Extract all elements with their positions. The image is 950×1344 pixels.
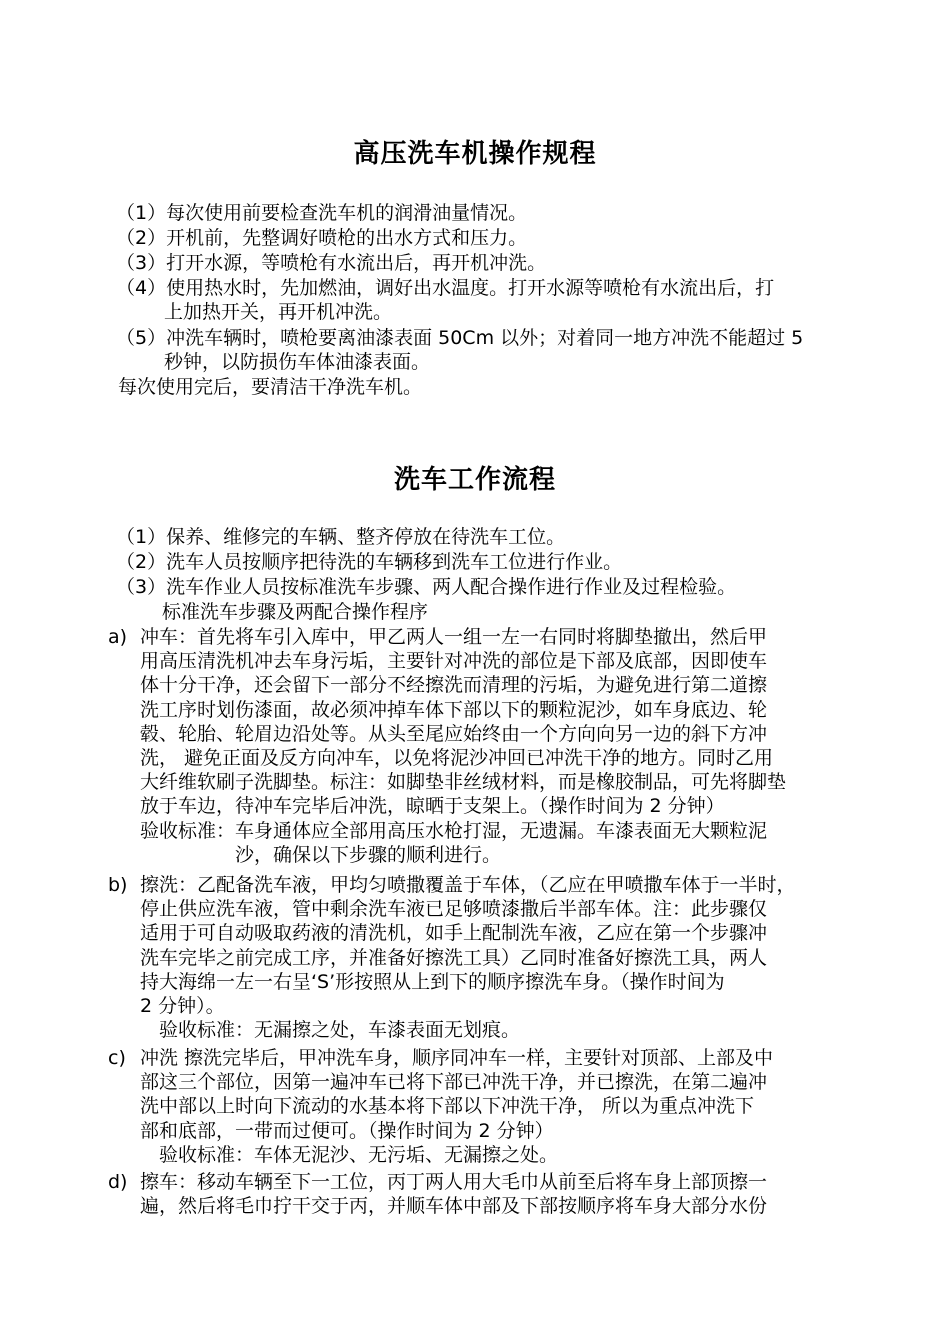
step-a-line: 冲车：首先将车引入库中，甲乙两人一组一左一右同时将脚垫撤出，然后甲: [140, 626, 768, 648]
step-d-label: d): [108, 1171, 128, 1193]
s2-item-2: [116, 550, 622, 574]
step-b-line: 洗车完毕之前完成工序，并准备好擦洗工具）乙同时准备好擦洗工具，两人: [140, 946, 768, 969]
step-c-line: 部这三个部位，因第一遍冲车已将下部已冲洗干净，并已擦洗，在第二遍冲: [140, 1071, 768, 1094]
s1-item-2: [116, 226, 527, 250]
step-a-line: 放于车边，待冲车完毕后冲洗，晾晒于支架上。（操作时间为 2 分钟）: [140, 795, 725, 818]
s1-item-3-text: 打开水源，等喷枪有水流出后，再开机冲洗。: [166, 252, 547, 274]
step-c-body: [140, 1046, 864, 1167]
s1-item-3-num: （3）: [116, 252, 167, 274]
s1-item-4-num: （4）: [116, 277, 167, 299]
s2-item-2-num: （2）: [116, 551, 167, 573]
step-b-line: 2 分钟）。: [140, 995, 225, 1018]
step-a-body: [140, 625, 864, 867]
s1-item-1: [116, 201, 527, 225]
s1-item-5-text-2: 秒钟，以防损伤车体油漆表面。: [164, 351, 431, 373]
step-b-line: 适用于可自动吸取药液的清洗机，如手上配制洗车液，乙应在第一个步骤冲: [140, 922, 768, 945]
step-a-line: 大纤维软刷子洗脚垫。标注：如脚垫非丝绒材料，而是橡胶制品，可先将脚垫: [140, 771, 787, 794]
s1-item-5-text-1: 冲洗车辆时，喷枪要离油漆表面 50Cm 以外；对着同一地方冲洗不能超过 5: [166, 327, 804, 349]
section1-title: 高压洗车机操作规程: [353, 139, 597, 169]
s2-subheading: 标准洗车步骤及两配合操作程序: [162, 601, 429, 623]
s1-item-3: [116, 251, 546, 275]
step-a-acceptance: 验收标准：车身通体应全部用高压水枪打湿，无遗漏。车漆表面无大颗粒泥: [140, 819, 768, 842]
section2-title: 洗车工作流程: [393, 465, 556, 495]
s1-item-4: [116, 276, 774, 300]
step-c-acceptance: 验收标准：车体无泥沙、无污垢、无漏擦之处。: [140, 1143, 559, 1166]
step-b-line: 停止供应洗车液，管中剩余洗车液已足够喷漆撒后半部车体。注：此步骤仅: [140, 898, 768, 921]
step-c-line: 洗中部以上时向下流动的水基本将下部以下冲洗干净， 所以为重点冲洗下: [140, 1095, 755, 1118]
step-d-line: 遍，然后将毛巾拧干交于丙，并顺车体中部及下部按顺序将车身大部分水份: [140, 1195, 768, 1218]
step-b-line: 擦洗：乙配备洗车液，甲均匀喷撒覆盖于车体，（乙应在甲喷撒车体于一半时，: [140, 874, 796, 896]
s1-item-1-text: 每次使用前要检查洗车机的润滑油量情况。: [166, 202, 528, 224]
s2-item-3-num: （3）: [116, 576, 167, 598]
step-a-acceptance-cont: 沙，确保以下步骤的顺利进行。: [140, 843, 502, 866]
s2-item-3-text: 洗车作业人员按标准洗车步骤、两人配合操作进行作业及过程检验。: [166, 576, 737, 598]
step-a-label: a): [108, 626, 128, 648]
s1-item-2-num: （2）: [116, 227, 167, 249]
s1-item-2-text: 开机前，先整调好喷枪的出水方式和压力。: [166, 227, 528, 249]
step-c-line: 冲洗 擦洗完毕后，甲冲洗车身，顺序同冲车一样，主要针对顶部、上部及中: [140, 1047, 774, 1069]
s1-item-5-num: （5）: [116, 327, 167, 349]
s1-item-4-text-2: 上加热开关，再开机冲洗。: [164, 301, 393, 323]
s2-item-1-text: 保养、维修完的车辆、整齐停放在待洗车工位。: [166, 526, 566, 548]
step-d-body: [140, 1170, 864, 1218]
s1-item-1-num: （1）: [116, 202, 167, 224]
step-a-line: 洗工序时划伤漆面，故必须冲掉车体下部以下的颗粒泥沙，如车身底边、轮: [140, 698, 768, 721]
step-b-line: 持大海绵一左一右呈‘S’形按照从上到下的顺序擦洗车身。（操作时间为: [140, 970, 725, 993]
step-a-line: 毂、轮胎、轮眉边沿处等。从头至尾应始终由一个方向向另一边的斜下方冲: [140, 722, 768, 745]
s2-item-1-num: （1）: [116, 526, 167, 548]
step-a-line: 体十分干净，还会留下一部分不经擦洗而清理的污垢，为避免进行第二道擦: [140, 674, 768, 697]
step-a-line: 洗， 避免正面及反方向冲车，以免将泥沙冲回已冲洗干净的地方。同时乙用: [140, 747, 774, 770]
step-b-label: b): [108, 874, 128, 896]
step-c-line: 部和底部，一带而过便可。（操作时间为 2 分钟）: [140, 1119, 554, 1142]
s1-item-4-text-1: 使用热水时，先加燃油，调好出水温度。打开水源等喷枪有水流出后，打: [166, 277, 775, 299]
step-b-body: [140, 873, 864, 1042]
step-a-line: 用高压清洗机冲去车身污垢，主要针对冲洗的部位是下部及底部，因即使车: [140, 650, 768, 673]
s2-item-1: [116, 525, 565, 549]
step-b-acceptance: 验收标准：无漏擦之处，车漆表面无划痕。: [140, 1019, 521, 1042]
s1-item-5: [116, 326, 803, 350]
s2-item-2-text: 洗车人员按顺序把待洗的车辆移到洗车工位进行作业。: [166, 551, 623, 573]
s1-closing: 每次使用完后，要清洁干净洗车机。: [118, 376, 423, 398]
s2-item-3: [116, 575, 736, 599]
step-c-label: c): [108, 1047, 126, 1069]
step-d-line: 擦车：移动车辆至下一工位，丙丁两人用大毛巾从前至后将车身上部顶擦一: [140, 1171, 768, 1193]
